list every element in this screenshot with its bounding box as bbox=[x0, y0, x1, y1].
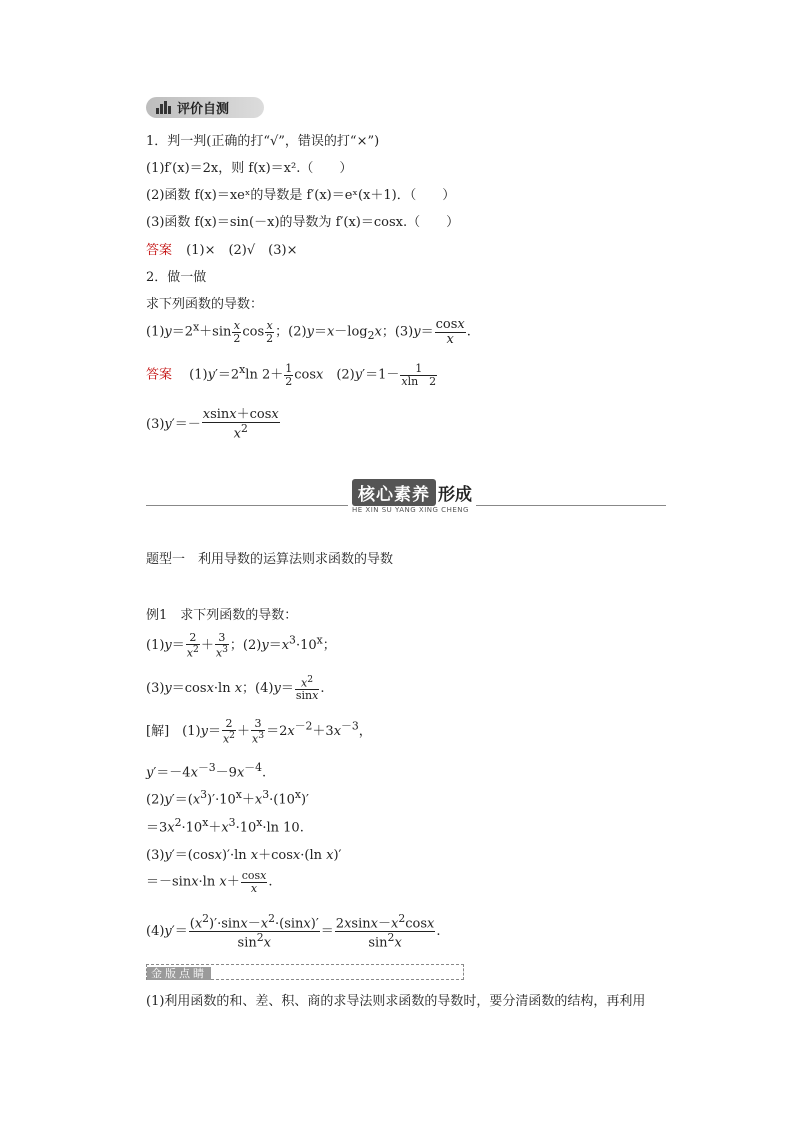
q1-item-1: (1)f′(x)＝2x，则 f(x)＝x².（ ） bbox=[146, 161, 353, 176]
q2-answer-row: 答案 $(1)y'=2^x\ln$ 2＋ $\frac{1}{2}$ cosx (2)y′＝1－ $\frac{1}{xln 2}$ bbox=[146, 362, 437, 388]
example-functions-1: (1)y＝ $\frac{2}{x^2}$ ＋ $\frac{3}{x^3}$ ；$(2)y=x^3\cdot 10^x$； bbox=[146, 631, 336, 660]
q1-item-2: (2)函数 f(x)＝xeˣ的导数是 f′(x)＝eˣ(x＋1)．（ ） bbox=[146, 188, 456, 203]
q2-prompt: 求下列函数的导数： bbox=[146, 297, 264, 312]
solution-2: $(2)y'=(x^3)'\cdot 10^x+x^3\cdot(10^x)'$ bbox=[146, 788, 309, 808]
answer-label: 答案 bbox=[146, 243, 173, 258]
bar-chart-icon bbox=[156, 101, 171, 114]
q1-answer-row bbox=[146, 239, 297, 258]
solution-3b: ＝－sinx·ln x＋ $\frac{\cos x}{x}$ . bbox=[146, 869, 273, 895]
tip-label: 金版点睛 bbox=[147, 967, 211, 980]
solution-4: (4)y′＝ $\frac{(x^2)'\cdot\sin x-x^2\cdot(\sin x)'}{\sin^2x}$ ＝ $\frac{2xsinx-x^2\cos x}{\sin^2x}$ . bbox=[146, 912, 441, 951]
solution-label: [解] bbox=[146, 723, 170, 739]
topic-heading: 题型一 利用导数的运算法则求函数的导数 bbox=[146, 552, 394, 567]
answer-label-2: 答案 bbox=[146, 367, 173, 383]
q2-title: 2．做一做 bbox=[146, 270, 207, 285]
q1-item-3: (3)函数 f(x)＝sin(－x)的导数为 f′(x)＝cosx.（ ） bbox=[146, 215, 460, 230]
core-section-title bbox=[348, 479, 476, 514]
self-test-badge-label: 评价自测 bbox=[177, 102, 230, 117]
tip-header-box bbox=[146, 964, 464, 980]
example-label: 例1 求下列函数的导数： bbox=[146, 608, 298, 623]
solution-3: (3)y′＝(cosx)′·ln x＋cosx·(ln x)′ bbox=[146, 848, 342, 863]
solution-1b: $y'=-4x^{-3}-9x^{-4}$. bbox=[146, 761, 267, 781]
tip-text: (1)利用函数的和、差、积、商的求导法则求函数的导数时，要分清函数的结构，再利用 bbox=[146, 994, 646, 1009]
q1-answer: (1)× (2)√ (3)× bbox=[186, 243, 298, 258]
q2-answer-3: (3)y′＝－ $\frac{xsinx+\cos x}{x^2}$ bbox=[146, 407, 279, 441]
example-functions-2: (3)y＝cosx·ln x；(4)y＝ $\frac{x^2}{\sin x}$ . bbox=[146, 674, 325, 703]
q1-title: 1．判一判(正确的打“√”，错误的打“×”) bbox=[146, 134, 380, 149]
core-title-rest: 形成 bbox=[438, 485, 472, 505]
core-subtitle: HE XIN SU YANG XING CHENG bbox=[352, 506, 469, 514]
solution-2b: $=3x^2\cdot 10^x+x^3\cdot 10^x\cdot\ln$ 10. bbox=[146, 816, 304, 836]
solution-1: [解] (1)y＝ $\frac{2}{x^2}$ ＋ $\frac{3}{x^3}$ $=2x^{-2}+3x^{-3}$， bbox=[146, 717, 372, 746]
self-test-badge bbox=[146, 97, 264, 118]
q2-functions: $(1)y=2^x+\sin$ $\frac{x}{2}$ cos $\frac{x}{2}$ ；$(2)y=x-\log_2x$；(3)y＝ $\frac{\cos x}{x}$ . bbox=[146, 317, 471, 347]
core-title-box: 核心素养 bbox=[352, 479, 436, 506]
